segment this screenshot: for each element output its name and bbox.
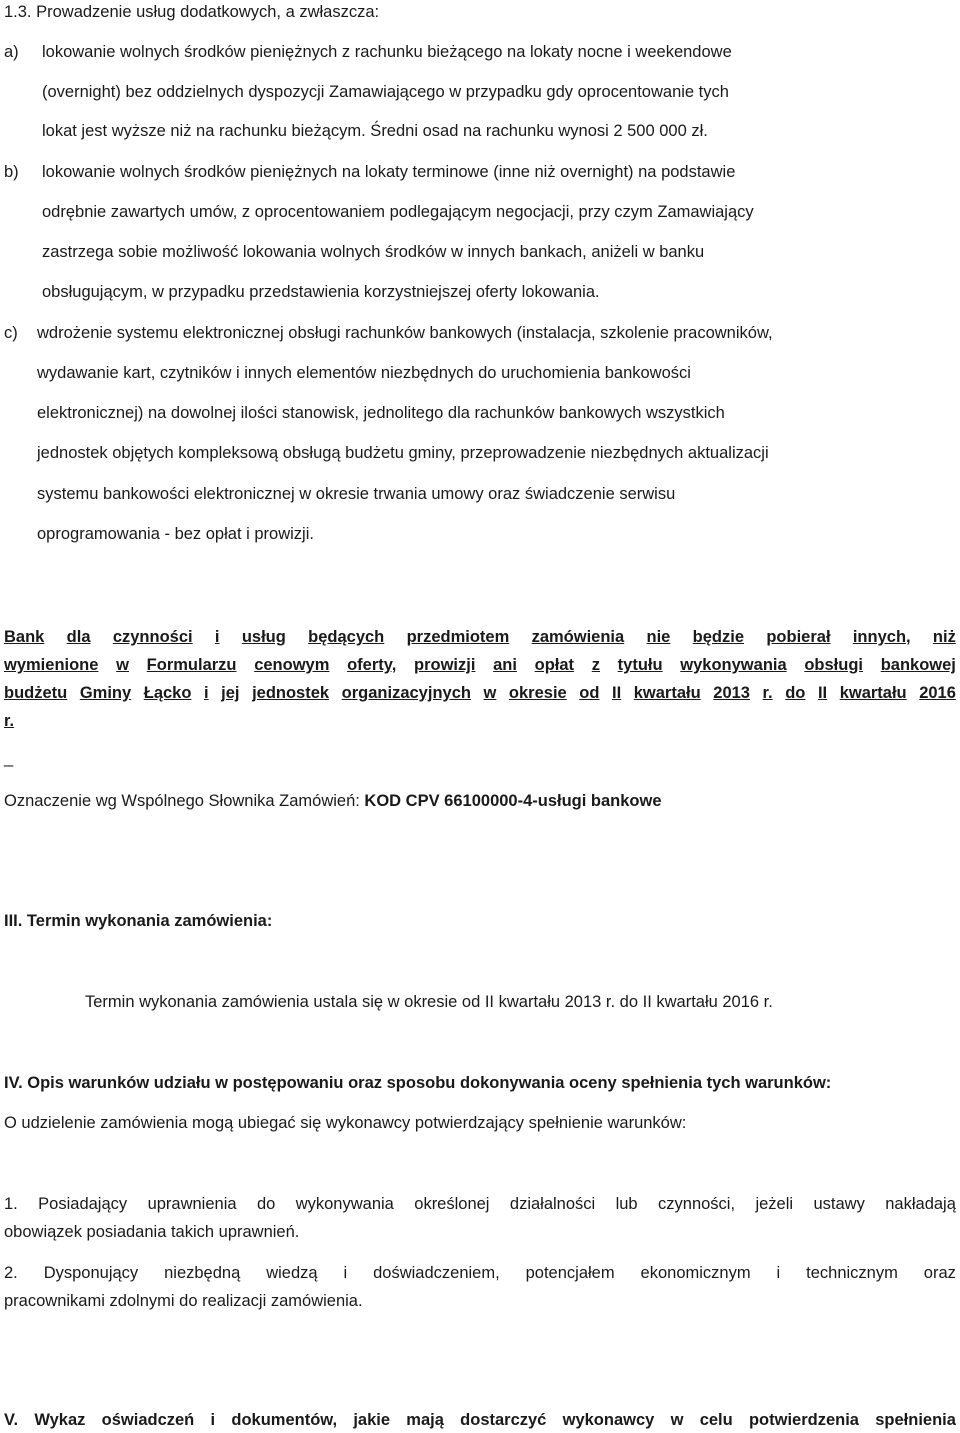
word: tytułu	[617, 656, 663, 674]
word: II	[612, 684, 622, 702]
word: budżetu	[4, 684, 68, 702]
item-b-line: odrębnie zawartych umów, z oprocentowaniem podlegającym negocjacji, przy czym Zamawiający	[42, 203, 754, 221]
word: opłat	[534, 656, 575, 674]
word: przedmiotem	[406, 628, 510, 646]
word: będących	[308, 628, 385, 646]
item-c-line: wydawanie kart, czytników i innych elementów niezbędnych do uruchomienia bankowości	[37, 364, 691, 382]
word: obsługi	[804, 656, 864, 674]
word: będzie	[692, 628, 745, 646]
word: lub	[615, 1195, 638, 1213]
word: od	[579, 684, 600, 702]
word: i	[203, 684, 209, 702]
word: okresie	[508, 684, 567, 702]
word: zamówienia	[531, 628, 625, 646]
condition-line	[4, 1262, 956, 1284]
word: Dysponujący	[43, 1264, 139, 1282]
section-heading: III. Termin wykonania zamówienia:	[4, 912, 273, 930]
word: określonej	[414, 1195, 490, 1213]
word: cenowym	[254, 656, 330, 674]
item-a-line: (overnight) bez oddzielnych dyspozycji Zamawiającego w przypadku gdy oprocentowanie tych	[42, 83, 729, 101]
bank-notice-line	[4, 682, 956, 704]
word: kwartału	[633, 684, 701, 702]
word: potencjałem	[525, 1264, 615, 1282]
word: niż	[932, 628, 956, 646]
item-a-line: lokowanie wolnych środków pieniężnych z rachunku bieżącego na lokaty nocne i weekendowe	[42, 43, 732, 61]
word: Gminy	[79, 684, 132, 702]
word: bankowej	[880, 656, 956, 674]
word: spełnienia	[875, 1411, 956, 1429]
word: w	[483, 684, 497, 702]
word: V.	[4, 1411, 19, 1429]
word: czynności,	[658, 1195, 736, 1213]
word: usług	[241, 628, 286, 646]
word: jeżeli	[755, 1195, 794, 1213]
bank-notice-line	[4, 626, 956, 648]
section-heading: IV. Opis warunków udziału w postępowaniu oraz sposobu dokonywania oceny spełnienia tych warunków:	[4, 1074, 832, 1092]
word: wiedzą	[266, 1264, 318, 1282]
item-b-line: lokowanie wolnych środków pieniężnych na lokaty terminowe (inne niż overnight) na podstawie	[42, 163, 736, 181]
word: organizacyjnych	[341, 684, 471, 702]
condition-line: pracownikami zdolnymi do realizacji zamówienia.	[4, 1292, 363, 1310]
list-marker-b: b)	[4, 163, 19, 181]
word: technicznym	[806, 1264, 898, 1282]
word: dla	[66, 628, 91, 646]
list-marker-a: a)	[4, 43, 19, 61]
word: pobierał	[766, 628, 831, 646]
word: oświadczeń	[101, 1411, 195, 1429]
word: jakie	[353, 1411, 391, 1429]
item-c-line: elektronicznej) na dowolnej ilości stanowisk, jednolitego dla rachunków bankowych wszystkich	[37, 404, 725, 422]
section-heading	[4, 1409, 956, 1431]
bank-notice-line: r.	[4, 712, 15, 730]
word: oferty,	[347, 656, 397, 674]
item-c-line: jednostek objętych kompleksową obsługą budżetu gminy, przeprowadzenie niezbędnych aktualizacji	[37, 444, 769, 462]
condition-line: obowiązek posiadania takich uprawnień.	[4, 1223, 300, 1241]
word: w	[670, 1411, 684, 1429]
word: Posiadający	[38, 1195, 128, 1213]
word: dokumentów,	[231, 1411, 338, 1429]
word: w	[116, 656, 129, 674]
item-c-line: oprogramowania - bez opłat i prowizji.	[37, 525, 314, 543]
item-b-line: obsługującym, w przypadku przedstawienia korzystniejszej oferty lokowania.	[42, 283, 600, 301]
word: i	[343, 1264, 348, 1282]
word: ani	[493, 656, 517, 674]
item-c-line: wdrożenie systemu elektronicznej obsługi rachunków bankowych (instalacja, szkolenie pracowników,	[37, 324, 773, 342]
word: doświadczeniem,	[373, 1264, 500, 1282]
word: uprawnienia	[147, 1195, 237, 1213]
word: 2016	[919, 684, 956, 702]
paragraph: Termin wykonania zamówienia ustala się w okresie od II kwartału 2013 r. do II kwartału 2016 r.	[85, 993, 773, 1011]
word: i	[210, 1411, 216, 1429]
cpv-label: Oznaczenie wg Wspólnego Słownika Zamówień:	[4, 792, 365, 810]
word: celu	[699, 1411, 733, 1429]
list-marker-c: c)	[4, 324, 18, 342]
word: nakładają	[885, 1195, 956, 1213]
word: wykonywania	[295, 1195, 394, 1213]
cpv-line	[4, 791, 662, 811]
word: Formularzu	[146, 656, 237, 674]
word: do	[256, 1195, 276, 1213]
item-c-line: systemu bankowości elektronicznej w okresie trwania umowy oraz świadczenie serwisu	[37, 485, 676, 503]
word: innych,	[852, 628, 911, 646]
word: i	[776, 1264, 781, 1282]
list-number: 1.	[4, 1195, 18, 1213]
word: II	[817, 684, 828, 702]
word: Wykaz	[34, 1411, 86, 1429]
dash-mark: _	[4, 749, 14, 767]
word: nie	[646, 628, 671, 646]
word: potwierdzenia	[748, 1411, 859, 1429]
word: i	[214, 628, 220, 646]
word: dostarczyć	[460, 1411, 547, 1429]
word: działalności	[509, 1195, 596, 1213]
section-heading: 1.3. Prowadzenie usług dodatkowych, a zwłaszcza:	[4, 3, 380, 21]
word: Bank	[4, 628, 45, 646]
word: niezbędną	[164, 1264, 241, 1282]
list-number: 2.	[4, 1264, 18, 1282]
word: jej	[221, 684, 240, 702]
word: prowizji	[413, 656, 476, 674]
word: z	[591, 656, 600, 674]
word: kwartału	[839, 684, 907, 702]
word: Łącko	[143, 684, 192, 702]
item-b-line: zastrzega sobie możliwość lokowania wolnych środków w innych bankach, aniżeli w banku	[42, 243, 705, 261]
word: jednostek	[252, 684, 330, 702]
word: czynności	[112, 628, 193, 646]
word: r.	[762, 684, 773, 702]
word: oraz	[923, 1264, 956, 1282]
word: wymienione	[4, 656, 99, 674]
word: do	[785, 684, 806, 702]
item-a-line: lokat jest wyższe niż na rachunku bieżącym. Średni osad na rachunku wynosi 2 500 000 zł.	[42, 122, 708, 140]
condition-line	[4, 1193, 956, 1215]
word: wykonywania	[680, 656, 787, 674]
cpv-code: KOD CPV 66100000-4-usługi bankowe	[364, 792, 662, 810]
word: wykonawcy	[562, 1411, 655, 1429]
paragraph: O udzielenie zamówienia mogą ubiegać się wykonawcy potwierdzający spełnienie warunków:	[4, 1114, 687, 1132]
word: ustawy	[813, 1195, 865, 1213]
word: ekonomicznym	[640, 1264, 751, 1282]
word: 2013	[713, 684, 750, 702]
word: mają	[406, 1411, 444, 1429]
bank-notice-line	[4, 654, 956, 676]
